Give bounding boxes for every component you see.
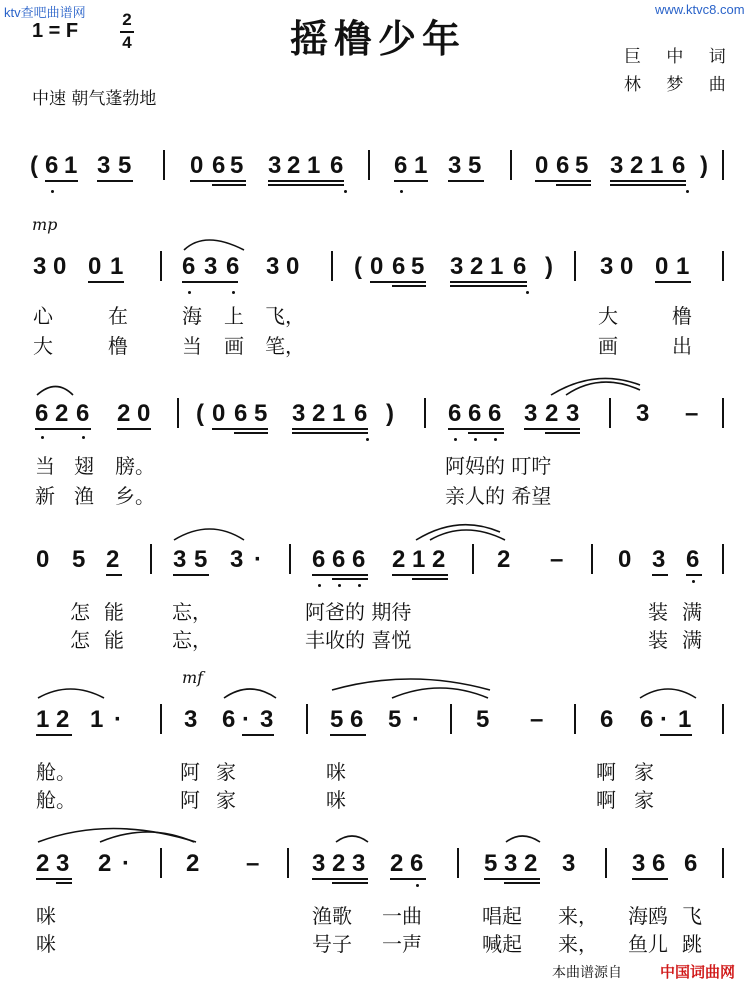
- note: 6: [640, 706, 654, 733]
- note: 6: [226, 253, 240, 280]
- note: 6: [35, 400, 49, 427]
- slur: [336, 836, 368, 842]
- note: 6: [352, 546, 366, 573]
- lyric: 心: [33, 304, 53, 328]
- lyric: 海: [182, 304, 202, 328]
- note: 6: [312, 546, 326, 573]
- note: 0: [137, 400, 151, 427]
- lyric: 咪: [36, 904, 56, 928]
- slur: [430, 530, 505, 540]
- note: 3: [266, 253, 280, 280]
- lyric: 新: [35, 484, 55, 508]
- note: 5: [118, 152, 132, 179]
- lyric: 当: [35, 454, 55, 478]
- note: 6: [488, 400, 502, 427]
- lyric: 膀。: [115, 454, 155, 478]
- lyric: 大: [33, 334, 53, 358]
- lyric: 在: [108, 304, 128, 328]
- lyric: 画: [598, 334, 618, 358]
- note: 2: [106, 546, 120, 573]
- lyric: 飞，: [265, 304, 305, 328]
- note: 5: [72, 546, 86, 573]
- lyric: 上: [224, 304, 244, 328]
- note: 6: [350, 706, 364, 733]
- note: 3: [204, 253, 218, 280]
- lyric: 橹: [108, 334, 128, 358]
- note: 2: [524, 850, 538, 877]
- lyric: 翅: [74, 454, 94, 478]
- note: 2: [332, 850, 346, 877]
- dynamic-mp: mp: [32, 215, 58, 234]
- page-title: 摇橹少年: [290, 17, 467, 61]
- note: 1: [110, 253, 124, 280]
- slur: [100, 832, 194, 842]
- note: 2: [392, 546, 406, 573]
- time-denominator: 4: [122, 33, 132, 52]
- slur: [37, 387, 73, 396]
- note: ): [386, 400, 394, 427]
- note: 1: [490, 253, 504, 280]
- key-signature: 1 = F: [32, 20, 79, 42]
- lyric: 装: [648, 628, 668, 652]
- note: 2: [186, 850, 200, 877]
- note: 5: [254, 400, 268, 427]
- lyric: 乡。: [115, 484, 155, 508]
- lyric: 画: [224, 334, 244, 358]
- note: 1: [678, 706, 692, 733]
- lyric: 咪: [36, 932, 56, 956]
- lyricist: 巨 中 词: [624, 47, 736, 67]
- lyric: 能: [104, 628, 124, 652]
- note: 3: [292, 400, 306, 427]
- watermark-right: www.ktvc8.com: [655, 2, 745, 17]
- note: 6: [448, 400, 462, 427]
- note: 3: [652, 546, 666, 573]
- lyric: 咪: [326, 788, 346, 812]
- lyric: 怎: [70, 628, 90, 652]
- note: ·: [114, 706, 122, 733]
- note: 0: [535, 152, 549, 179]
- note: 1: [36, 706, 50, 733]
- note: 5: [194, 546, 208, 573]
- lyric: 橹: [672, 304, 692, 328]
- note: 5: [388, 706, 402, 733]
- note: 6: [332, 546, 346, 573]
- slur: [224, 689, 276, 698]
- note: –: [550, 546, 564, 573]
- note: 5: [476, 706, 490, 733]
- footer-brand[interactable]: 中国词曲网: [660, 963, 736, 981]
- note: 6: [354, 400, 368, 427]
- watermark-left: ktv查吧曲谱网: [4, 5, 86, 20]
- note: 1: [414, 152, 428, 179]
- lyric: 渔: [74, 484, 94, 508]
- lyric: 能: [104, 600, 124, 624]
- slur: [332, 679, 490, 690]
- lyric: 咪: [326, 760, 346, 784]
- note: 5: [411, 253, 425, 280]
- note: 2: [287, 152, 301, 179]
- note: 3: [610, 152, 624, 179]
- lyric: 鱼儿: [628, 932, 668, 956]
- slur: [38, 689, 104, 698]
- note: 6: [410, 850, 424, 877]
- slur: [506, 836, 540, 842]
- note: 3: [173, 546, 187, 573]
- time-numerator: 2: [122, 10, 132, 29]
- note: –: [530, 706, 544, 733]
- slur: [174, 529, 244, 540]
- note: 0: [190, 152, 204, 179]
- note: 2: [545, 400, 559, 427]
- note: ·: [122, 850, 130, 877]
- note: ): [545, 253, 553, 280]
- note: 3: [566, 400, 580, 427]
- lyric: 舱。: [36, 760, 76, 784]
- note: 5: [330, 706, 344, 733]
- note: 3: [352, 850, 366, 877]
- note: 0: [53, 253, 67, 280]
- lyric: 喊起: [482, 932, 522, 956]
- note: 6: [672, 152, 686, 179]
- note: 3: [97, 152, 111, 179]
- note: 1: [676, 253, 690, 280]
- note: 2: [98, 850, 112, 877]
- lyric: 阿爸的 期待: [305, 600, 412, 624]
- note: 6: [182, 253, 196, 280]
- note: 6: [600, 706, 614, 733]
- note: 2: [117, 400, 131, 427]
- lyric: 怎: [70, 600, 90, 624]
- note: 3: [184, 706, 198, 733]
- note: 3: [33, 253, 47, 280]
- note: 6: [556, 152, 570, 179]
- note: 3: [312, 850, 326, 877]
- footer-source: 本曲谱源自: [552, 965, 622, 981]
- note: ·: [242, 706, 250, 733]
- lyric: 笔，: [265, 334, 305, 358]
- lyric: 家: [634, 788, 654, 812]
- note: 6: [392, 253, 406, 280]
- note: 6: [684, 850, 698, 877]
- lyric: 渔歌: [312, 904, 352, 928]
- note: 5: [575, 152, 589, 179]
- lyric: 一声: [382, 932, 422, 956]
- note: 6: [330, 152, 344, 179]
- note: 2: [497, 546, 511, 573]
- note: 5: [468, 152, 482, 179]
- note: 0: [618, 546, 632, 573]
- note: 6: [212, 152, 226, 179]
- slur: [640, 689, 696, 698]
- lyric: 装: [648, 600, 668, 624]
- slur: [184, 240, 244, 250]
- note: 6: [222, 706, 236, 733]
- note: 3: [56, 850, 70, 877]
- note: 6: [45, 152, 59, 179]
- lyric: 啊: [596, 788, 616, 812]
- note: 1: [412, 546, 426, 573]
- note: (: [196, 400, 204, 427]
- note: 2: [630, 152, 644, 179]
- note: ·: [254, 546, 262, 573]
- note: 2: [312, 400, 326, 427]
- lyric: 大: [598, 304, 618, 328]
- note: 0: [88, 253, 102, 280]
- composer: 林 梦 曲: [624, 75, 736, 95]
- note: 0: [212, 400, 226, 427]
- note: ·: [660, 706, 668, 733]
- note: (: [30, 152, 38, 179]
- note: 2: [470, 253, 484, 280]
- lyric: 飞: [682, 904, 702, 928]
- lyric: 家: [216, 760, 236, 784]
- lyric: 出: [672, 334, 692, 358]
- note: (: [354, 253, 362, 280]
- note: –: [246, 850, 260, 877]
- lyric: 丰收的 喜悦: [305, 628, 412, 652]
- note: 2: [432, 546, 446, 573]
- note: 1: [650, 152, 664, 179]
- lyric: 忘，: [172, 628, 212, 652]
- dynamic-mf: mf: [182, 668, 204, 687]
- tempo-marking: 中速 朝气蓬勃地: [32, 89, 157, 109]
- lyric: 唱起: [482, 904, 522, 928]
- note: 1: [307, 152, 321, 179]
- lyric: 忘，: [172, 600, 212, 624]
- lyric: 亲人的 希望: [445, 484, 552, 508]
- lyric: 来，: [558, 932, 598, 956]
- note: 3: [450, 253, 464, 280]
- slur: [392, 688, 488, 698]
- note: 3: [504, 850, 518, 877]
- note: 3: [524, 400, 538, 427]
- lyric: 号子: [312, 932, 352, 956]
- note: 0: [286, 253, 300, 280]
- note: 3: [448, 152, 462, 179]
- lyric: 跳: [682, 932, 702, 956]
- note: 5: [484, 850, 498, 877]
- lyric: 阿: [180, 760, 200, 784]
- note: 3: [260, 706, 274, 733]
- lyric: 啊: [596, 760, 616, 784]
- note: 6: [686, 546, 700, 573]
- lyric: 来，: [558, 904, 598, 928]
- note: 6: [468, 400, 482, 427]
- note: 3: [562, 850, 576, 877]
- note: 6: [394, 152, 408, 179]
- lyric: 一曲: [382, 904, 422, 928]
- note: 6: [234, 400, 248, 427]
- lyric: 阿妈的 叮咛: [445, 454, 552, 478]
- note: 6: [513, 253, 527, 280]
- note: 3: [636, 400, 650, 427]
- note: 1: [64, 152, 78, 179]
- lyric: 家: [216, 788, 236, 812]
- lyric: 舱。: [36, 788, 76, 812]
- note: 1: [332, 400, 346, 427]
- note: –: [685, 400, 699, 427]
- note: 3: [268, 152, 282, 179]
- note: 6: [652, 850, 666, 877]
- note: 6: [76, 400, 90, 427]
- note: ·: [412, 706, 420, 733]
- note: 3: [632, 850, 646, 877]
- note: 2: [56, 706, 70, 733]
- slur: [551, 378, 640, 395]
- lyric: 阿: [180, 788, 200, 812]
- note: 3: [230, 546, 244, 573]
- lyric: 家: [634, 760, 654, 784]
- note: 0: [370, 253, 384, 280]
- note: 5: [230, 152, 244, 179]
- note: 3: [600, 253, 614, 280]
- lyric: 当: [182, 334, 202, 358]
- slur: [566, 382, 640, 395]
- note: 0: [655, 253, 669, 280]
- lyric: 满: [682, 600, 702, 624]
- note: 2: [36, 850, 50, 877]
- lyric: 海鸥: [628, 904, 668, 928]
- lyric: 满: [682, 628, 702, 652]
- note: 1: [90, 706, 104, 733]
- note: ): [700, 152, 708, 179]
- note: 0: [620, 253, 634, 280]
- note: 2: [55, 400, 69, 427]
- note: 0: [36, 546, 50, 573]
- note: 2: [390, 850, 404, 877]
